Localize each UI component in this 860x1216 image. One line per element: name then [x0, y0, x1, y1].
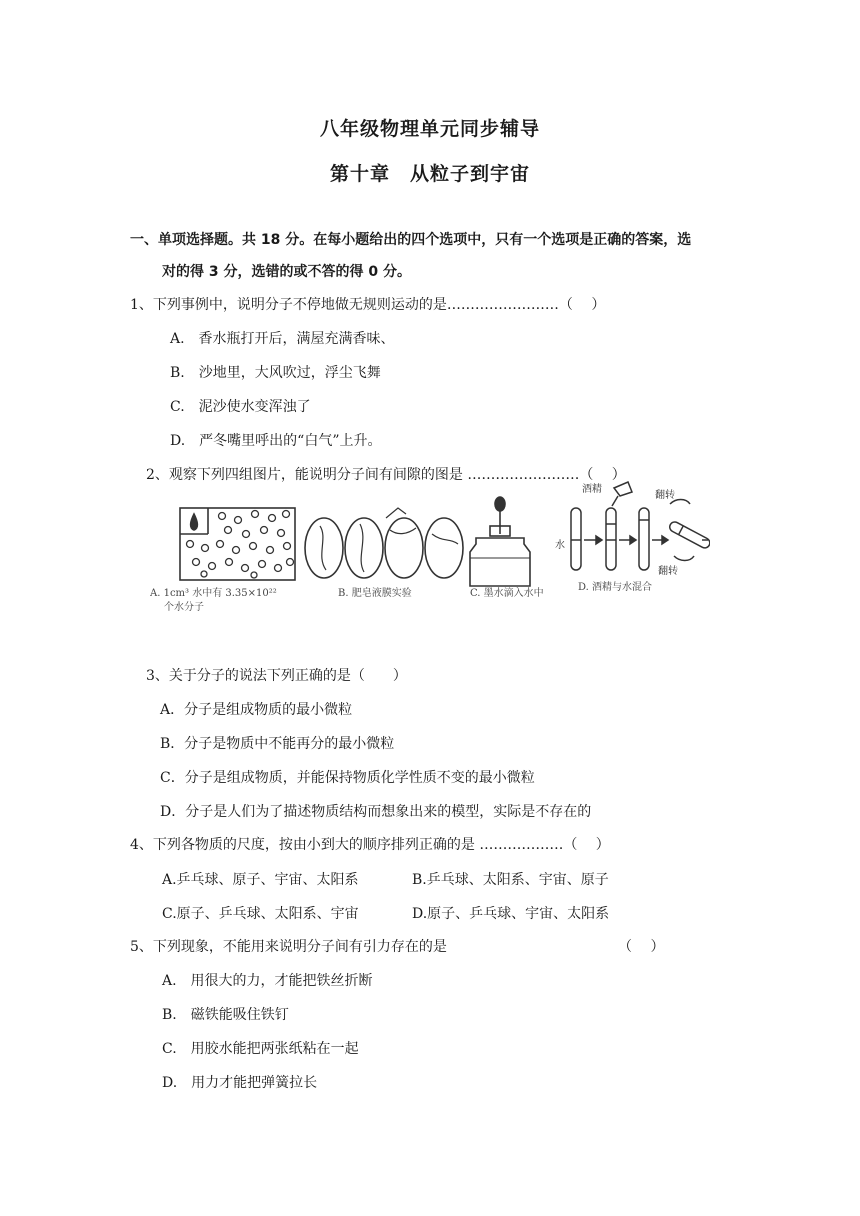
figure-c-caption: C. 墨水滴入水中	[470, 588, 544, 599]
q1-option-d: D. 严冬嘴里呼出的“白气”上升。	[170, 433, 382, 449]
section-heading-line2: 对的得 3 分，选错的或不答的得 0 分。	[162, 264, 411, 280]
figure-a-caption-line2: 个水分子	[164, 602, 204, 613]
q5-option-b: B. 磁铁能吸住铁钉	[162, 1007, 289, 1023]
q5-option-d: D. 用力才能把弹簧拉长	[162, 1075, 318, 1091]
q5-answer-paren: （ ）	[618, 939, 665, 955]
section-heading-line1: 一、单项选择题。共 18 分。在每小题给出的四个选项中，只有一个选项是正确的答案，选	[130, 232, 692, 248]
q4-option-b: B.乒乓球、太阳系、宇宙、原子	[412, 872, 609, 888]
q1-stem: 1、下列事例中，说明分子不停地做无规则运动的是……………………（ ）	[130, 297, 606, 313]
q4-stem: 4、下列各物质的尺度，按由小到大的顺序排列正确的是 ………………（ ）	[130, 837, 610, 853]
q3-option-b: B．分子是物质中不能再分的最小微粒	[160, 736, 395, 752]
q5-stem: 5、下列现象，不能用来说明分子间有引力存在的是	[130, 939, 447, 955]
label-flip-bottom: 翻转	[658, 566, 678, 577]
q4-option-c: C.原子、乒乓球、太阳系、宇宙	[162, 906, 359, 922]
q1-option-c: C. 泥沙使水变浑浊了	[170, 399, 311, 415]
document-title: 八年级物理单元同步辅导	[319, 118, 540, 140]
q1-option-b: B. 沙地里，大风吹过，浮尘飞舞	[170, 365, 381, 381]
q4-option-a: A.乒乓球、原子、宇宙、太阳系	[162, 872, 359, 888]
q1-option-a: A. 香水瓶打开后，满屋充满香味、	[170, 331, 395, 347]
q3-stem: 3、关于分子的说法下列正确的是（ ）	[146, 668, 407, 684]
chapter-title: 第十章 从粒子到宇宙	[329, 163, 530, 185]
q5-option-a: A. 用很大的力，才能把铁丝折断	[162, 973, 373, 989]
q3-option-a: A．分子是组成物质的最小微粒	[160, 702, 353, 718]
figure-c-ink-bottle	[470, 497, 530, 586]
figure-b-caption: B. 肥皂液膜实验	[338, 588, 412, 599]
label-alcohol: 酒精	[582, 484, 602, 495]
q4-option-d: D.原子、乒乓球、宇宙、太阳系	[412, 906, 610, 922]
q2-figures	[150, 478, 710, 628]
figure-a-caption-line1: A. 1cm³ 水中有 3.35×10²²	[150, 588, 277, 599]
label-flip-top: 翻转	[655, 490, 675, 501]
label-water: 水	[555, 540, 565, 551]
q3-option-c: C．分子是组成物质，并能保持物质化学性质不变的最小微粒	[160, 770, 535, 786]
figure-a-molecules-box	[180, 508, 295, 580]
q5-option-c: C. 用胶水能把两张纸粘在一起	[162, 1041, 359, 1057]
figure-d-caption: D. 酒精与水混合	[578, 582, 653, 593]
q2-stem: 2、观察下列四组图片，能说明分子间有间隙的图是 ……………………（ ）	[146, 467, 626, 483]
q3-option-d: D．分子是人们为了描述物质结构而想象出来的模型，实际是不存在的	[160, 804, 592, 820]
figure-b-soap-film	[305, 508, 463, 578]
figure-d-mixing-tubes	[571, 482, 710, 570]
